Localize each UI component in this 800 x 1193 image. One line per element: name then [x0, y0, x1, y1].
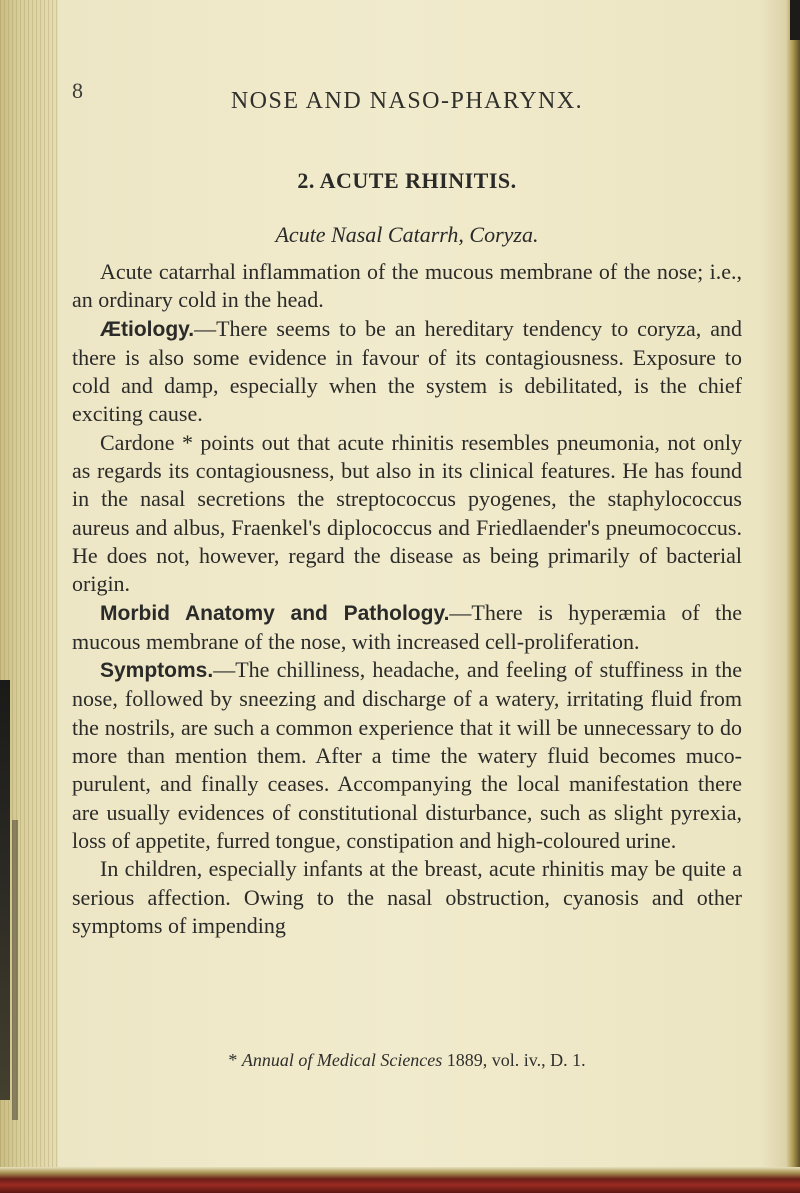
gutter-shadow-inner	[12, 820, 18, 1120]
aetiology-heading: Ætiology.	[100, 317, 195, 341]
footnote-marker: *	[228, 1050, 242, 1070]
intro-paragraph: Acute catarrhal inflammation of the mucous membrane of the nose; i.e., an ordinary cold in the head.	[72, 259, 742, 313]
symptoms-heading: Symptoms.	[100, 659, 214, 683]
cardone-paragraph: Cardone * points out that acute rhinitis resembles pneumonia, not only as regards its contagiousness, but also in its clinical features. He has found in the nasal secretions the streptococcus pyogenes, the staphylococcus aureus and albus, Fraenkel's diplococcus and Friedlaender's pneumococcus. He does not, however, regard the disease as being primarily of bacterial origin.	[72, 429, 742, 597]
running-head: NOSE AND NASO-PHARYNX.	[230, 88, 584, 114]
footnote	[72, 1050, 742, 1071]
section-title: 2. ACUTE RHINITIS.	[297, 168, 517, 193]
gutter-shadow	[0, 680, 10, 1100]
book-cover-edge	[0, 1167, 800, 1193]
symptoms-paragraph	[72, 656, 742, 855]
pathology-text: —There is hyperæmia of the mucous membrane of the nose, with increased cell-proliferation.	[72, 599, 742, 654]
section-subtitle: Acute Nasal Catarrh, Coryza.	[275, 222, 539, 247]
body-text	[72, 258, 742, 940]
page-corner-shadow	[790, 0, 800, 40]
pathology-paragraph	[72, 599, 742, 657]
aetiology-paragraph	[72, 315, 742, 429]
footnote-source: Annual of Medical Sciences	[241, 1050, 443, 1070]
symptoms-text: —The chilliness, headache, and feeling of stuffiness in the nose, followed by sneezing and discharge of a watery, irritating fluid from the nostrils, are such a common experience that it will be unnecessary to do more than mention them. After a time the watery fluid becomes muco-purulent, and finally ceases. Accompanying the local manifestation there are usually evidences of constitutional disturbance, such as slight pyrexia, loss of appetite, furred tongue, constipation and high-coloured urine.	[72, 657, 742, 853]
page-number: 8	[72, 78, 83, 103]
children-paragraph: In children, especially infants at the breast, acute rhinitis may be quite a serious affection. Owing to the nasal obstruction, cyanosis and other symptoms of impending	[72, 856, 742, 938]
page-right-edge	[786, 0, 800, 1193]
footnote-details: 1889, vol. iv., D. 1.	[442, 1050, 586, 1070]
pathology-heading: Morbid Anatomy and Pathology.	[100, 601, 450, 625]
aetiology-text: —There seems to be an hereditary tendency to coryza, and there is also some evidence in favour of its contagiousness. Exposure to cold and damp, especially when the system is debilitated, is the chief exciting cause.	[72, 315, 742, 427]
